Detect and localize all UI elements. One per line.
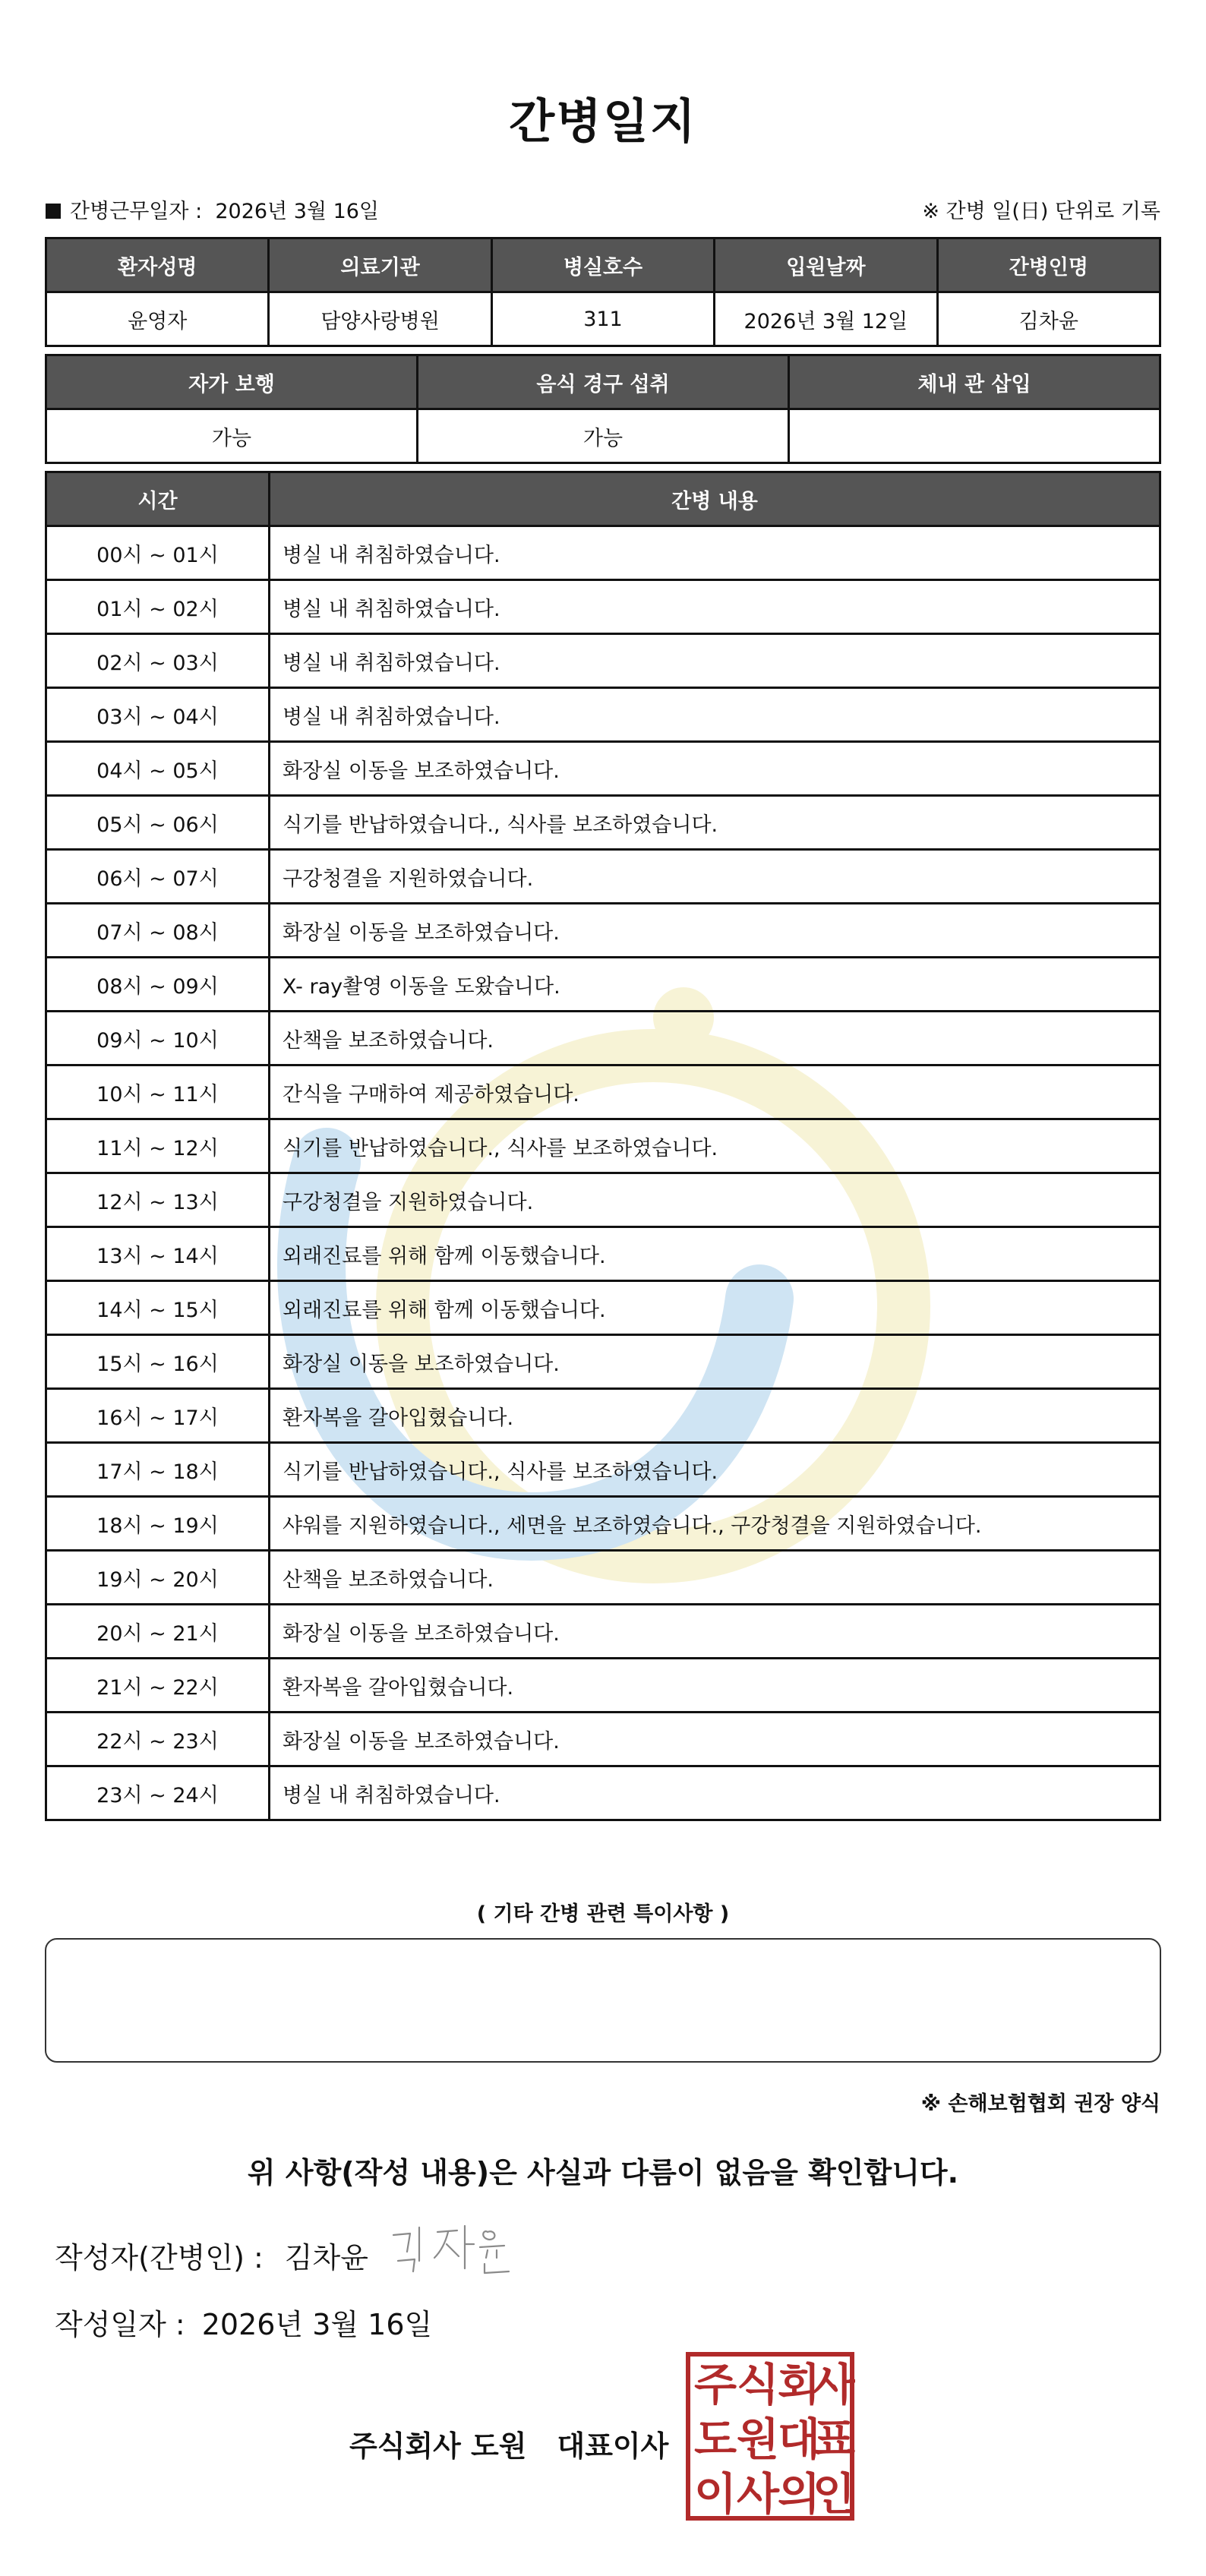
special-notes-box[interactable] xyxy=(45,1938,1161,2063)
care-log-time: 20시 ~ 21시 xyxy=(46,1605,270,1659)
svg-text:식: 식 xyxy=(736,2359,780,2410)
care-log-row xyxy=(46,958,1160,1012)
care-log-content: 병실 내 취침하였습니다. xyxy=(270,580,1160,634)
info-value-cell-3: 2026년 3월 12일 xyxy=(715,292,937,346)
care-log-time: 11시 ~ 12시 xyxy=(46,1119,270,1173)
info-value-cell-0: 윤영자 xyxy=(46,292,269,346)
special-notes-title: ( 기타 간병 관련 특이사항 ) xyxy=(476,1902,730,1926)
care-log-time: 19시 ~ 20시 xyxy=(46,1551,270,1605)
svg-text:원: 원 xyxy=(736,2413,780,2465)
care-log-row xyxy=(46,634,1160,688)
care-log-time: 07시 ~ 08시 xyxy=(46,904,270,958)
care-log-content: 구강청결을 지원하였습니다. xyxy=(270,1173,1160,1227)
care-log-content: 구강청결을 지원하였습니다. xyxy=(270,850,1160,904)
info-header-cell-0: 환자성명 xyxy=(46,238,269,292)
svg-text:사: 사 xyxy=(736,2468,780,2520)
status-header-cell-1: 음식 경구 섭취 xyxy=(418,355,789,409)
svg-text:사: 사 xyxy=(812,2359,855,2410)
write-date-line xyxy=(55,2301,432,2343)
patient-status-table xyxy=(45,354,1161,464)
care-log-time: 21시 ~ 22시 xyxy=(46,1659,270,1713)
patient-status-value-row xyxy=(46,409,1160,463)
care-log-time: 22시 ~ 23시 xyxy=(46,1713,270,1766)
care-log-content: 병실 내 취침하였습니다. xyxy=(270,1766,1160,1820)
care-log-time: 13시 ~ 14시 xyxy=(46,1227,270,1281)
handwritten-signature xyxy=(387,2221,532,2278)
status-header-cell-0: 자가 보행 xyxy=(46,355,418,409)
care-log-table xyxy=(45,471,1161,1821)
patient-info-value-row xyxy=(46,292,1160,346)
status-value-cell-1: 가능 xyxy=(418,409,789,463)
care-log-content: 샤워를 지원하였습니다., 세면을 보조하였습니다., 구강청결을 지원하였습니다. xyxy=(270,1497,1160,1551)
info-header-cell-1: 의료기관 xyxy=(269,238,491,292)
svg-text:이: 이 xyxy=(693,2468,737,2520)
work-date-value: 2026년 3월 16일 xyxy=(215,200,380,223)
care-log-content: 산책을 보조하였습니다. xyxy=(270,1551,1160,1605)
care-log-content: 화장실 이동을 보조하였습니다. xyxy=(270,1713,1160,1766)
info-value-cell-1: 담양사랑병원 xyxy=(269,292,491,346)
patient-info-table xyxy=(45,237,1161,347)
info-header-cell-2: 병실호수 xyxy=(491,238,714,292)
care-log-time: 04시 ~ 05시 xyxy=(46,742,270,796)
care-log-content: 환자복을 갈아입혔습니다. xyxy=(270,1389,1160,1443)
square-bullet-icon xyxy=(46,204,61,219)
care-log-row xyxy=(46,1012,1160,1065)
unit-note: ※ 간병 일(日) 단위로 기록 xyxy=(922,200,1160,223)
ceo-label: 대표이사 xyxy=(557,2429,669,2463)
care-log-time: 15시 ~ 16시 xyxy=(46,1335,270,1389)
care-log-time: 01시 ~ 02시 xyxy=(46,580,270,634)
recommend-note: ※ 손해보험협회 권장 양식 xyxy=(920,2092,1160,2116)
care-log-row xyxy=(46,1065,1160,1119)
care-log-row xyxy=(46,688,1160,742)
care-log-row xyxy=(46,1659,1160,1713)
care-log-row xyxy=(46,850,1160,904)
info-header-cell-4: 간병인명 xyxy=(937,238,1160,292)
care-log-row xyxy=(46,904,1160,958)
care-log-row xyxy=(46,796,1160,850)
company-line xyxy=(349,2423,668,2464)
care-log-time: 02시 ~ 03시 xyxy=(46,634,270,688)
svg-text:의: 의 xyxy=(777,2468,821,2520)
care-log-row xyxy=(46,1766,1160,1820)
care-log-content: 외래진료를 위해 함께 이동했습니다. xyxy=(270,1227,1160,1281)
info-value-cell-4: 김차윤 xyxy=(937,292,1160,346)
svg-text:회: 회 xyxy=(777,2359,821,2410)
care-log-content: 화장실 이동을 보조하였습니다. xyxy=(270,742,1160,796)
status-value-cell-2 xyxy=(789,409,1160,463)
care-log-content: 병실 내 취침하였습니다. xyxy=(270,634,1160,688)
svg-text:표: 표 xyxy=(812,2413,855,2465)
care-log-content: 환자복을 갈아입혔습니다. xyxy=(270,1659,1160,1713)
info-header-cell-3: 입원날짜 xyxy=(715,238,937,292)
care-log-time: 06시 ~ 07시 xyxy=(46,850,270,904)
time-column-header: 시간 xyxy=(46,472,270,526)
care-log-content: 간식을 구매하여 제공하였습니다. xyxy=(270,1065,1160,1119)
document-title: 간병일지 xyxy=(509,93,697,149)
care-log-row xyxy=(46,1497,1160,1551)
svg-text:주: 주 xyxy=(693,2359,737,2410)
care-log-content: 식기를 반납하였습니다., 식사를 보조하였습니다. xyxy=(270,1443,1160,1497)
svg-text:대: 대 xyxy=(777,2413,821,2465)
care-log-row xyxy=(46,1713,1160,1766)
care-log-content: 산책을 보조하였습니다. xyxy=(270,1012,1160,1065)
care-log-row xyxy=(46,1551,1160,1605)
writer-name: 김차윤 xyxy=(284,2241,368,2275)
work-date xyxy=(46,194,379,224)
company-name: 주식회사 도원 xyxy=(349,2429,527,2463)
write-date-label: 작성일자 : xyxy=(55,2308,185,2341)
care-log-time: 09시 ~ 10시 xyxy=(46,1012,270,1065)
patient-info-header-row xyxy=(46,238,1160,292)
care-log-row xyxy=(46,1605,1160,1659)
write-date-value: 2026년 3월 16일 xyxy=(201,2308,433,2341)
care-log-time: 16시 ~ 17시 xyxy=(46,1389,270,1443)
care-log-row xyxy=(46,1281,1160,1335)
care-log-row xyxy=(46,1335,1160,1389)
confirmation-statement: 위 사항(작성 내용)은 사실과 다름이 없음을 확인합니다. xyxy=(247,2156,959,2189)
care-log-time: 14시 ~ 15시 xyxy=(46,1281,270,1335)
care-log-time: 18시 ~ 19시 xyxy=(46,1497,270,1551)
care-log-time: 08시 ~ 09시 xyxy=(46,958,270,1012)
care-log-row xyxy=(46,526,1160,580)
care-log-row xyxy=(46,580,1160,634)
care-log-time: 10시 ~ 11시 xyxy=(46,1065,270,1119)
care-log-content: 화장실 이동을 보조하였습니다. xyxy=(270,1335,1160,1389)
company-seal-stamp-icon xyxy=(685,2351,855,2521)
care-log-time: 17시 ~ 18시 xyxy=(46,1443,270,1497)
care-log-time: 12시 ~ 13시 xyxy=(46,1173,270,1227)
patient-status-header-row xyxy=(46,355,1160,409)
care-log-content: 외래진료를 위해 함께 이동했습니다. xyxy=(270,1281,1160,1335)
care-log-content: 병실 내 취침하였습니다. xyxy=(270,688,1160,742)
svg-text:인: 인 xyxy=(812,2468,855,2520)
care-log-row xyxy=(46,1389,1160,1443)
svg-text:도: 도 xyxy=(693,2413,737,2465)
care-log-time: 05시 ~ 06시 xyxy=(46,796,270,850)
care-log-header-row xyxy=(46,472,1160,526)
care-log-content: 병실 내 취침하였습니다. xyxy=(270,526,1160,580)
care-log-content: 화장실 이동을 보조하였습니다. xyxy=(270,1605,1160,1659)
writer-label: 작성자(간병인) : xyxy=(55,2241,264,2275)
content-column-header: 간병 내용 xyxy=(270,472,1160,526)
care-log-time: 23시 ~ 24시 xyxy=(46,1766,270,1820)
writer-line xyxy=(55,2234,368,2276)
care-log-content: 화장실 이동을 보조하였습니다. xyxy=(270,904,1160,958)
care-log-row xyxy=(46,1173,1160,1227)
care-log-row xyxy=(46,1119,1160,1173)
care-log-row xyxy=(46,1227,1160,1281)
work-date-label: 간병근무일자 : xyxy=(70,200,203,223)
status-header-cell-2: 체내 관 삽입 xyxy=(789,355,1160,409)
info-value-cell-2: 311 xyxy=(491,292,714,346)
care-log-row xyxy=(46,742,1160,796)
care-log-content: 식기를 반납하였습니다., 식사를 보조하였습니다. xyxy=(270,796,1160,850)
care-log-content: 식기를 반납하였습니다., 식사를 보조하였습니다. xyxy=(270,1119,1160,1173)
care-log-content: X- ray촬영 이동을 도왔습니다. xyxy=(270,958,1160,1012)
care-log-row xyxy=(46,1443,1160,1497)
care-log-time: 03시 ~ 04시 xyxy=(46,688,270,742)
care-log-time: 00시 ~ 01시 xyxy=(46,526,270,580)
status-value-cell-0: 가능 xyxy=(46,409,418,463)
